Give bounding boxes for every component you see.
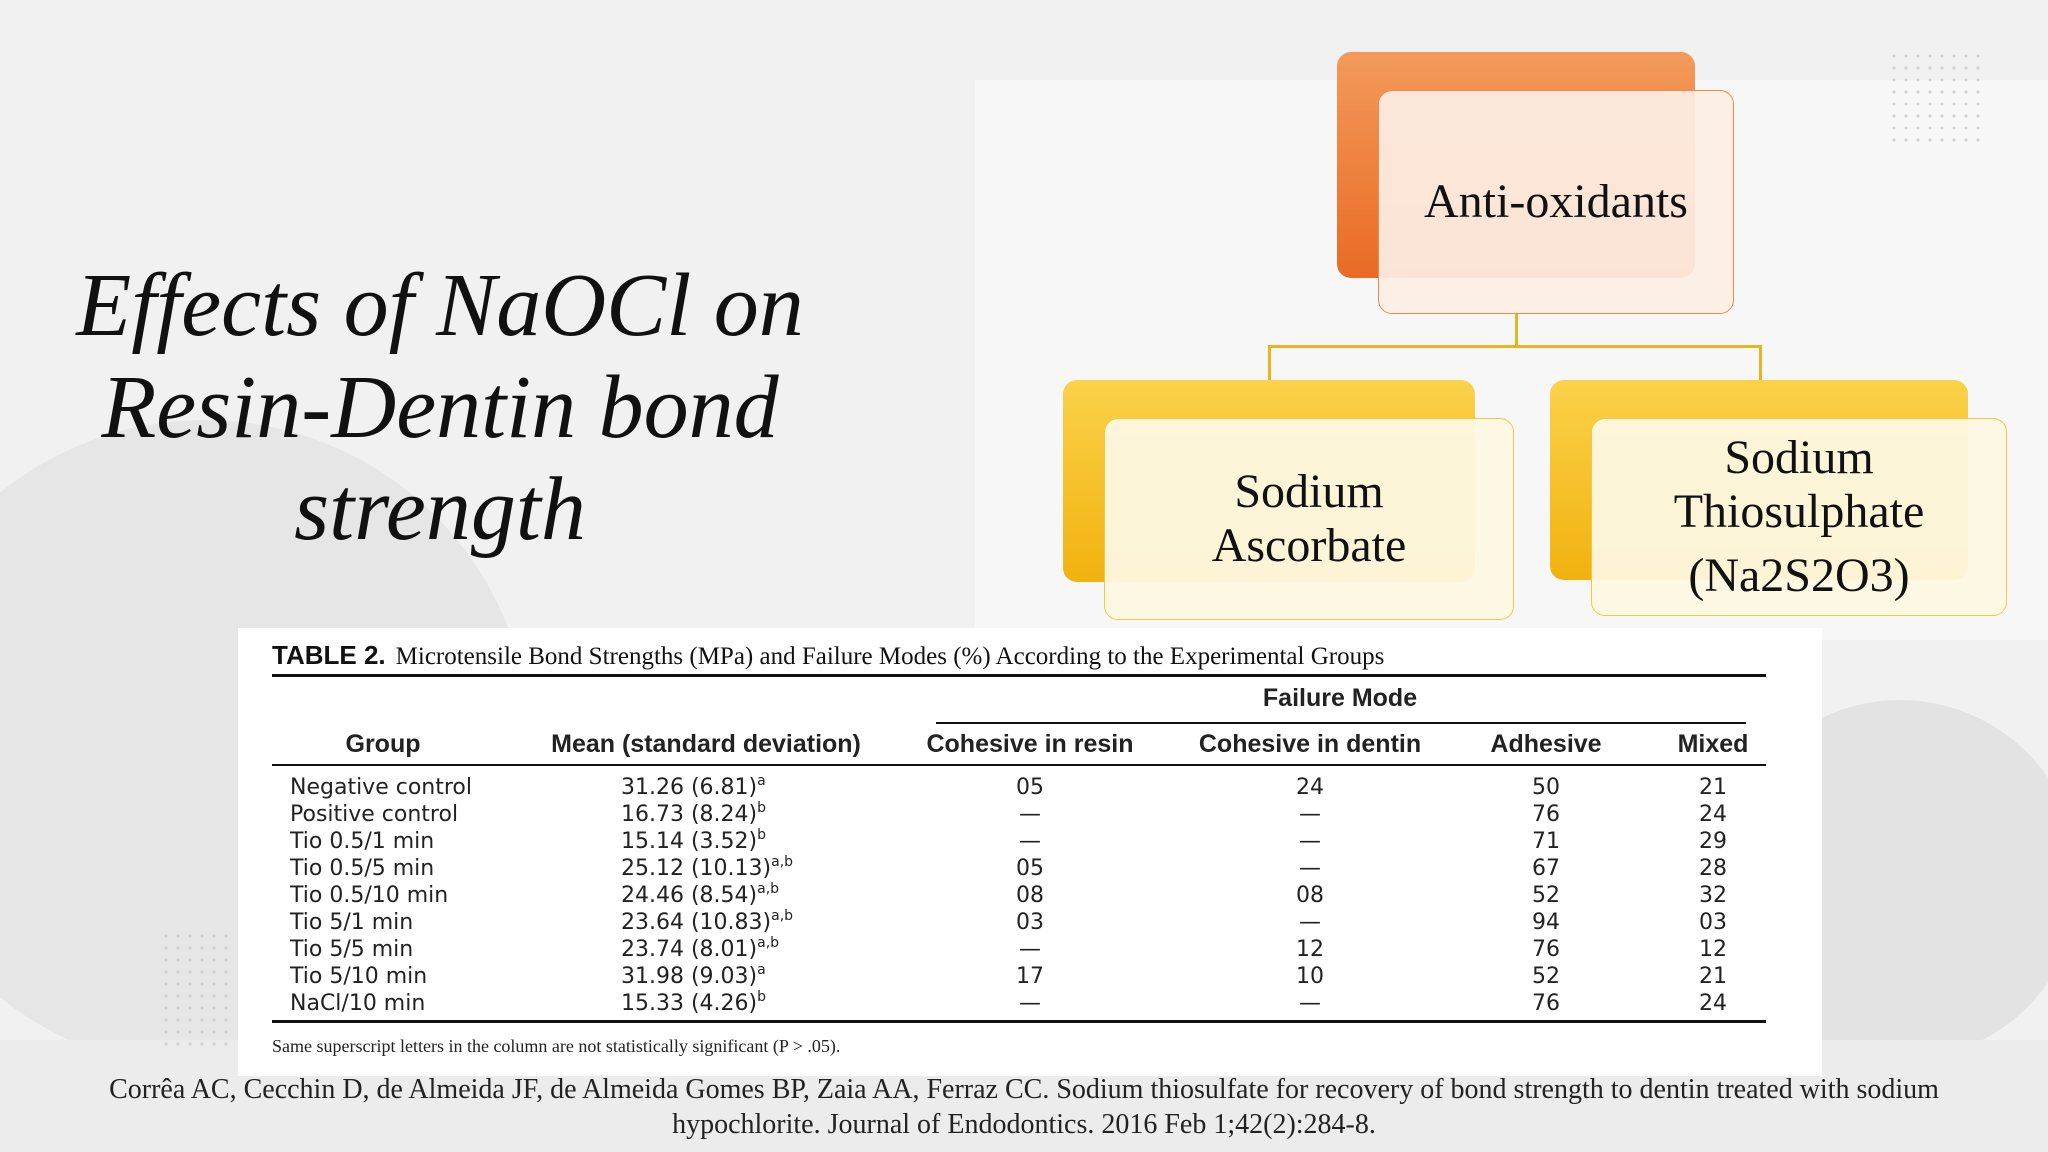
node-label-line: Ascorbate bbox=[1211, 519, 1407, 572]
cell-cohesive-resin: 05 bbox=[1016, 856, 1044, 881]
failure-mode-header: Failure Mode bbox=[1262, 684, 1418, 712]
cell-cohesive-resin: — bbox=[1019, 829, 1041, 854]
table-footnote: Same superscript letters in the column are not statistically significant (P > .05). bbox=[272, 1036, 841, 1056]
title-line: Effects of NaOCl on bbox=[76, 256, 804, 355]
column-header: Mixed bbox=[1677, 730, 1749, 758]
cell-adhesive: 76 bbox=[1532, 991, 1560, 1016]
significance-superscript: a,b bbox=[771, 908, 794, 924]
cell-cohesive-dentin: 08 bbox=[1296, 883, 1324, 908]
cell-group: Tio 5/5 min bbox=[290, 937, 414, 962]
table-bottom-rule bbox=[272, 1020, 1766, 1023]
mean-value: 31.98 (9.03) bbox=[621, 964, 758, 989]
cell-mixed: 12 bbox=[1699, 937, 1727, 962]
cell-mean bbox=[621, 909, 793, 936]
cell-mixed: 21 bbox=[1699, 775, 1727, 800]
cell-mixed: 03 bbox=[1699, 910, 1727, 935]
cell-cohesive-resin: — bbox=[1019, 937, 1041, 962]
cell-mixed: 24 bbox=[1699, 991, 1727, 1016]
root-node bbox=[1378, 90, 1734, 314]
cell-mean bbox=[621, 801, 766, 828]
cell-adhesive: 52 bbox=[1532, 964, 1560, 989]
mean-value: 24.46 (8.54) bbox=[621, 883, 758, 908]
significance-superscript: a,b bbox=[757, 881, 780, 897]
cell-adhesive: 67 bbox=[1532, 856, 1560, 881]
node-label-line: Sodium bbox=[1234, 465, 1384, 518]
cell-cohesive-dentin: — bbox=[1299, 856, 1321, 881]
mean-value: 23.74 (8.01) bbox=[621, 937, 758, 962]
mean-value: 23.64 (10.83) bbox=[621, 910, 772, 935]
mean-value: 31.26 (6.81) bbox=[621, 775, 758, 800]
table-label: TABLE 2. bbox=[272, 640, 386, 670]
cell-adhesive: 76 bbox=[1532, 802, 1560, 827]
cell-group: Negative control bbox=[290, 775, 472, 800]
cell-cohesive-dentin: — bbox=[1299, 991, 1321, 1016]
table-figure bbox=[238, 628, 1822, 1076]
citation-line: Corrêa AC, Cecchin D, de Almeida JF, de Almeida Gomes BP, Zaia AA, Ferraz CC. Sodium thiosulfate for recovery of bond strength to dentin treated with sodium bbox=[109, 1074, 1939, 1105]
cell-cohesive-dentin: 24 bbox=[1296, 775, 1324, 800]
cell-mean bbox=[621, 828, 766, 855]
connector-vertical-left bbox=[1268, 345, 1271, 381]
connector-vertical-root bbox=[1515, 312, 1518, 346]
significance-superscript: b bbox=[757, 989, 767, 1005]
cell-mean bbox=[621, 882, 779, 909]
significance-superscript: b bbox=[757, 800, 767, 816]
cell-cohesive-resin: — bbox=[1019, 802, 1041, 827]
cell-mean bbox=[621, 990, 766, 1017]
cell-adhesive: 52 bbox=[1532, 883, 1560, 908]
child-node-sodium-ascorbate bbox=[1104, 418, 1514, 620]
mean-value: 15.14 (3.52) bbox=[621, 829, 758, 854]
header-rule bbox=[272, 764, 1766, 766]
significance-superscript: a,b bbox=[757, 935, 780, 951]
cell-adhesive: 76 bbox=[1532, 937, 1560, 962]
cell-adhesive: 71 bbox=[1532, 829, 1560, 854]
cell-mixed: 29 bbox=[1699, 829, 1727, 854]
failure-mode-rule bbox=[936, 722, 1746, 724]
cell-mean bbox=[621, 963, 766, 990]
mean-value: 15.33 (4.26) bbox=[621, 991, 758, 1016]
significance-superscript: a,b bbox=[771, 854, 794, 870]
column-header: Group bbox=[345, 730, 421, 758]
node-label-line: (Na2S2O3) bbox=[1688, 549, 1910, 602]
cell-cohesive-dentin: 10 bbox=[1296, 964, 1324, 989]
cell-cohesive-resin: 17 bbox=[1016, 964, 1044, 989]
citation-line: hypochlorite. Journal of Endodontics. 2016 Feb 1;42(2):284-8. bbox=[672, 1109, 1376, 1140]
cell-cohesive-dentin: 12 bbox=[1296, 937, 1324, 962]
title-line: Resin-Dentin bond bbox=[101, 358, 779, 457]
cell-cohesive-dentin: — bbox=[1299, 802, 1321, 827]
mean-value: 25.12 (10.13) bbox=[621, 856, 772, 881]
cell-adhesive: 50 bbox=[1532, 775, 1560, 800]
mean-value: 16.73 (8.24) bbox=[621, 802, 758, 827]
table-top-rule bbox=[272, 674, 1766, 677]
table-caption-text: Microtensile Bond Strengths (MPa) and Failure Modes (%) According to the Experimental Groups bbox=[395, 643, 1385, 670]
cell-adhesive: 94 bbox=[1532, 910, 1560, 935]
node-label-line: Sodium bbox=[1724, 431, 1874, 484]
child-node-sodium-thiosulphate bbox=[1591, 418, 2007, 616]
connector-horizontal bbox=[1268, 345, 1762, 348]
cell-group: Tio 5/1 min bbox=[290, 910, 414, 935]
cell-mixed: 32 bbox=[1699, 883, 1727, 908]
significance-superscript: a bbox=[757, 773, 766, 789]
citation bbox=[20, 1072, 2028, 1142]
cell-cohesive-resin: — bbox=[1019, 991, 1041, 1016]
cell-cohesive-resin: 05 bbox=[1016, 775, 1044, 800]
cell-mixed: 28 bbox=[1699, 856, 1727, 881]
connector-vertical-right bbox=[1759, 345, 1762, 381]
cell-group: Tio 0.5/10 min bbox=[290, 883, 449, 908]
cell-group: Positive control bbox=[290, 802, 459, 827]
significance-superscript: b bbox=[757, 827, 767, 843]
cell-mean bbox=[621, 936, 779, 963]
node-label-line: Thiosulphate bbox=[1673, 485, 1925, 538]
column-header: Adhesive bbox=[1490, 730, 1602, 758]
cell-cohesive-dentin: — bbox=[1299, 910, 1321, 935]
cell-cohesive-dentin: — bbox=[1299, 829, 1321, 854]
column-header: Cohesive in resin bbox=[926, 730, 1134, 758]
cell-group: Tio 0.5/5 min bbox=[290, 856, 435, 881]
significance-superscript: a bbox=[757, 962, 766, 978]
cell-cohesive-resin: 03 bbox=[1016, 910, 1044, 935]
cell-group: Tio 0.5/1 min bbox=[290, 829, 435, 854]
root-node-label: Anti-oxidants bbox=[1424, 175, 1688, 228]
cell-mean bbox=[621, 855, 793, 882]
cell-mean bbox=[621, 774, 766, 801]
slide-title bbox=[30, 255, 850, 561]
cell-group: NaCl/10 min bbox=[290, 991, 426, 1016]
column-header: Mean (standard deviation) bbox=[551, 730, 861, 758]
table-caption bbox=[272, 640, 1384, 671]
cell-group: Tio 5/10 min bbox=[290, 964, 428, 989]
cell-cohesive-resin: 08 bbox=[1016, 883, 1044, 908]
column-header: Cohesive in dentin bbox=[1198, 730, 1422, 758]
dot-pattern-bottom-left bbox=[160, 930, 230, 1050]
dot-pattern-top-right bbox=[1888, 50, 1988, 150]
cell-mixed: 21 bbox=[1699, 964, 1727, 989]
cell-mixed: 24 bbox=[1699, 802, 1727, 827]
title-line: strength bbox=[294, 460, 586, 559]
